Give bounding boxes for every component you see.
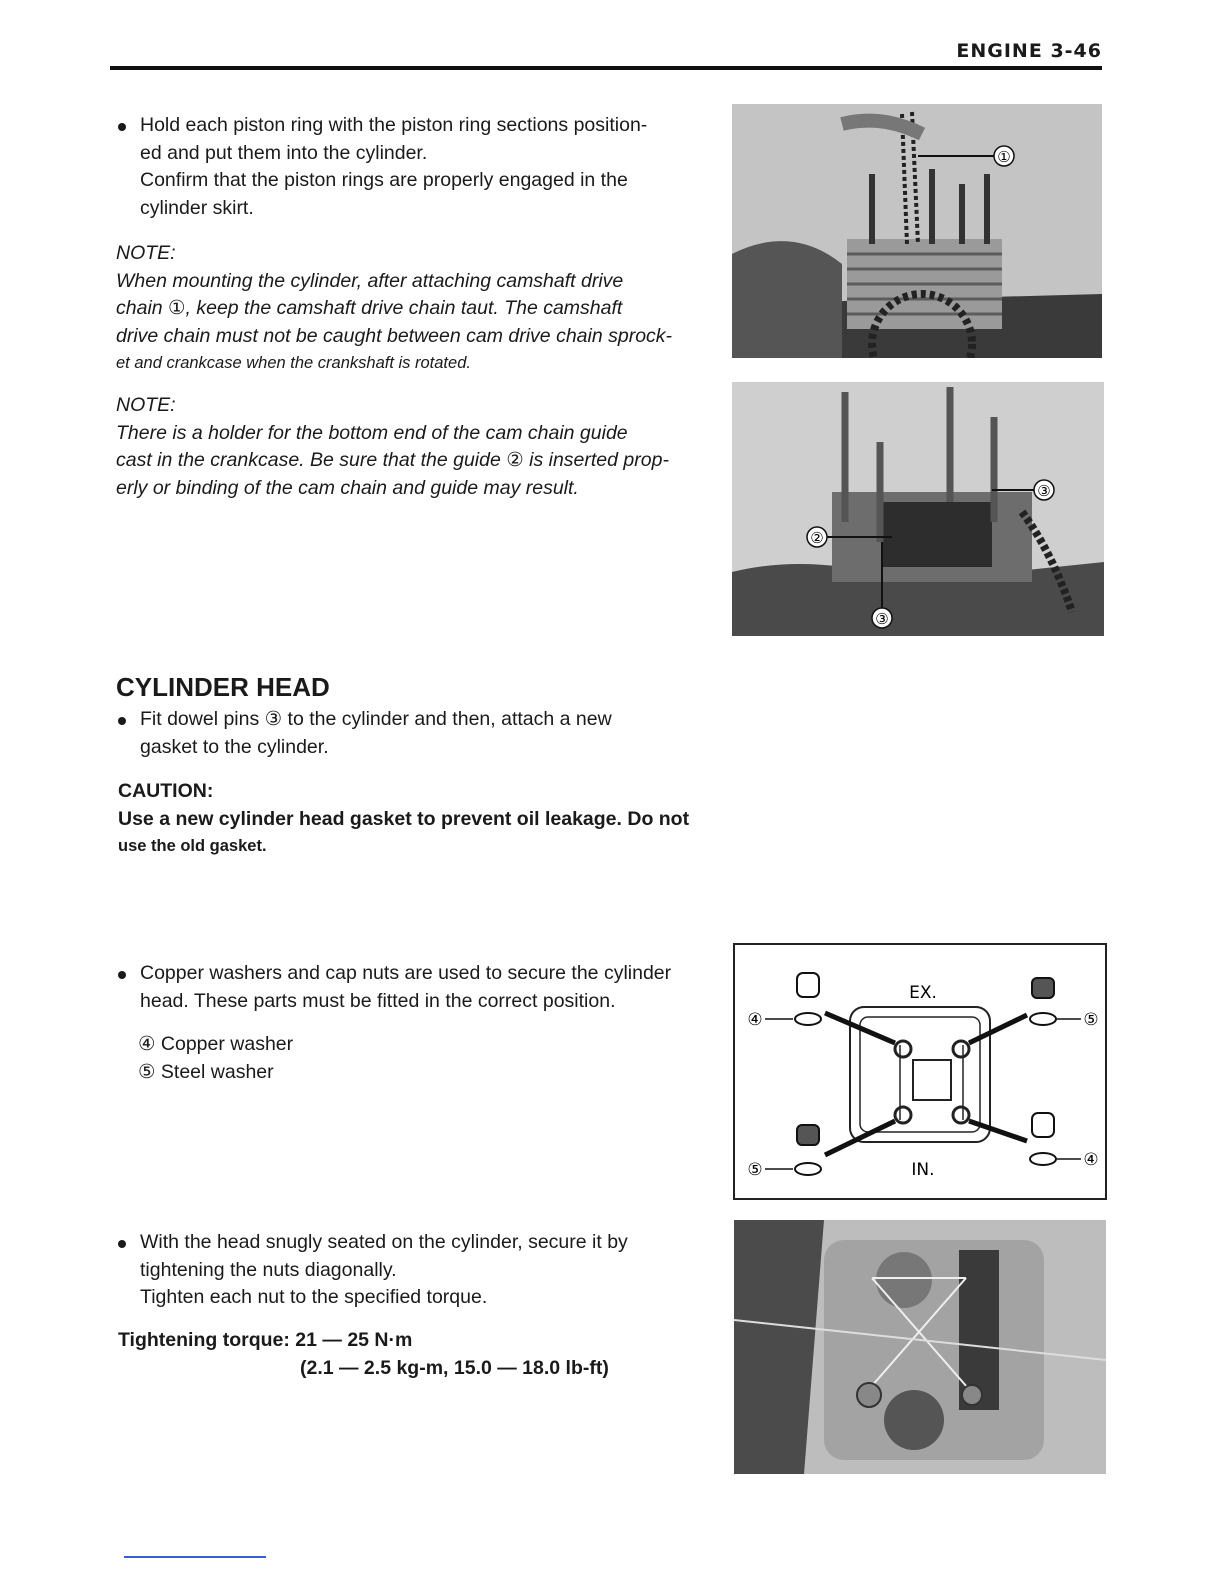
bullet-line: ed and put them into the cylinder.: [140, 141, 428, 164]
bullet-line: head. These parts must be fitted in the correct position.: [140, 989, 616, 1012]
bullet-line: With the head snugly seated on the cylinder, secure it by: [140, 1231, 628, 1253]
section-title: CYLINDER HEAD: [116, 672, 330, 702]
dowel-pin-instructions: [116, 706, 706, 761]
confirm-line: cylinder skirt.: [140, 196, 254, 219]
ex-label: EX.: [909, 983, 937, 1003]
cam-chain-guide-photo: [732, 382, 1104, 636]
note-line: cast in the crankcase. Be sure that the guide ② is inserted prop-: [116, 449, 669, 471]
torque-alt-units: (2.1 — 2.5 kg-m, 15.0 — 18.0 lb-ft): [300, 1357, 609, 1379]
caution-line: Use a new cylinder head gasket to prevent oil leakage. Do not: [118, 807, 690, 830]
piston-ring-instructions: [116, 112, 706, 222]
washer-instructions: [116, 960, 706, 1015]
callout-3: ③: [875, 610, 889, 628]
callout-4: ④: [1083, 1150, 1099, 1170]
bullet-item: [116, 1229, 706, 1312]
bullet-line: Fit dowel pins ③ to the cylinder and then, attach a new: [140, 708, 612, 730]
note-line: chain ①, keep the camshaft drive chain taut. The camshaft: [116, 297, 623, 319]
cylinder-mount-photo: [732, 104, 1102, 358]
torque-value: 21 — 25 N·m: [295, 1329, 413, 1351]
note-label: NOTE:: [116, 242, 176, 264]
confirm-line: Confirm that the piston rings are properly engaged in the: [140, 169, 628, 191]
page-header: [956, 40, 1102, 62]
callout-1: ①: [997, 148, 1011, 166]
note-label: NOTE:: [116, 394, 176, 416]
footer-rule: [124, 1556, 266, 1558]
callout-5: ⑤: [1083, 1010, 1099, 1030]
note-line: et and crankcase when the crankshaft is rotated.: [116, 354, 471, 372]
washer-legend: [138, 1031, 538, 1086]
bullet-item: [116, 706, 706, 761]
callout-4: ④: [747, 1010, 763, 1030]
caution-line: use the old gasket.: [118, 837, 267, 855]
nut-placement-diagram: [733, 943, 1107, 1200]
in-label: IN.: [911, 1160, 935, 1180]
bullet-item: [116, 960, 706, 1015]
legend-copper-washer: ④ Copper washer: [138, 1033, 294, 1055]
bullet-line: tightening the nuts diagonally.: [140, 1258, 397, 1281]
legend-steel-washer: ⑤ Steel washer: [138, 1060, 274, 1083]
callout-3: ③: [1037, 482, 1051, 500]
head-nut-tightening-photo: [734, 1220, 1106, 1474]
note-line: drive chain must not be caught between cam drive chain sprock-: [116, 324, 673, 347]
note-camshaft-chain: [116, 240, 706, 378]
caution-label: CAUTION:: [118, 780, 214, 802]
note-cam-chain-guide: [116, 392, 706, 502]
torque-label: Tightening torque:: [118, 1329, 290, 1351]
callout-2: ②: [810, 529, 824, 547]
bullet-item: [116, 112, 706, 222]
header-section: ENGINE: [956, 40, 1043, 62]
note-line: There is a holder for the bottom end of the cam chain guide: [116, 421, 628, 444]
header-rule: [110, 66, 1102, 70]
callout-5: ⑤: [747, 1160, 763, 1180]
note-line: When mounting the cylinder, after attaching camshaft drive: [116, 269, 624, 292]
bullet-line: Copper washers and cap nuts are used to secure the cylinder: [140, 962, 672, 984]
note-line: erly or binding of the cam chain and guide may result.: [116, 476, 579, 499]
tightening-instructions: [116, 1229, 706, 1312]
header-page-number: 3-46: [1050, 40, 1102, 62]
tighten-line: Tighten each nut to the specified torque.: [140, 1286, 488, 1308]
bullet-line: Hold each piston ring with the piston ring sections position-: [140, 114, 648, 136]
torque-spec: [118, 1327, 412, 1355]
caution-block: [118, 778, 708, 861]
bullet-line: gasket to the cylinder.: [140, 735, 329, 758]
